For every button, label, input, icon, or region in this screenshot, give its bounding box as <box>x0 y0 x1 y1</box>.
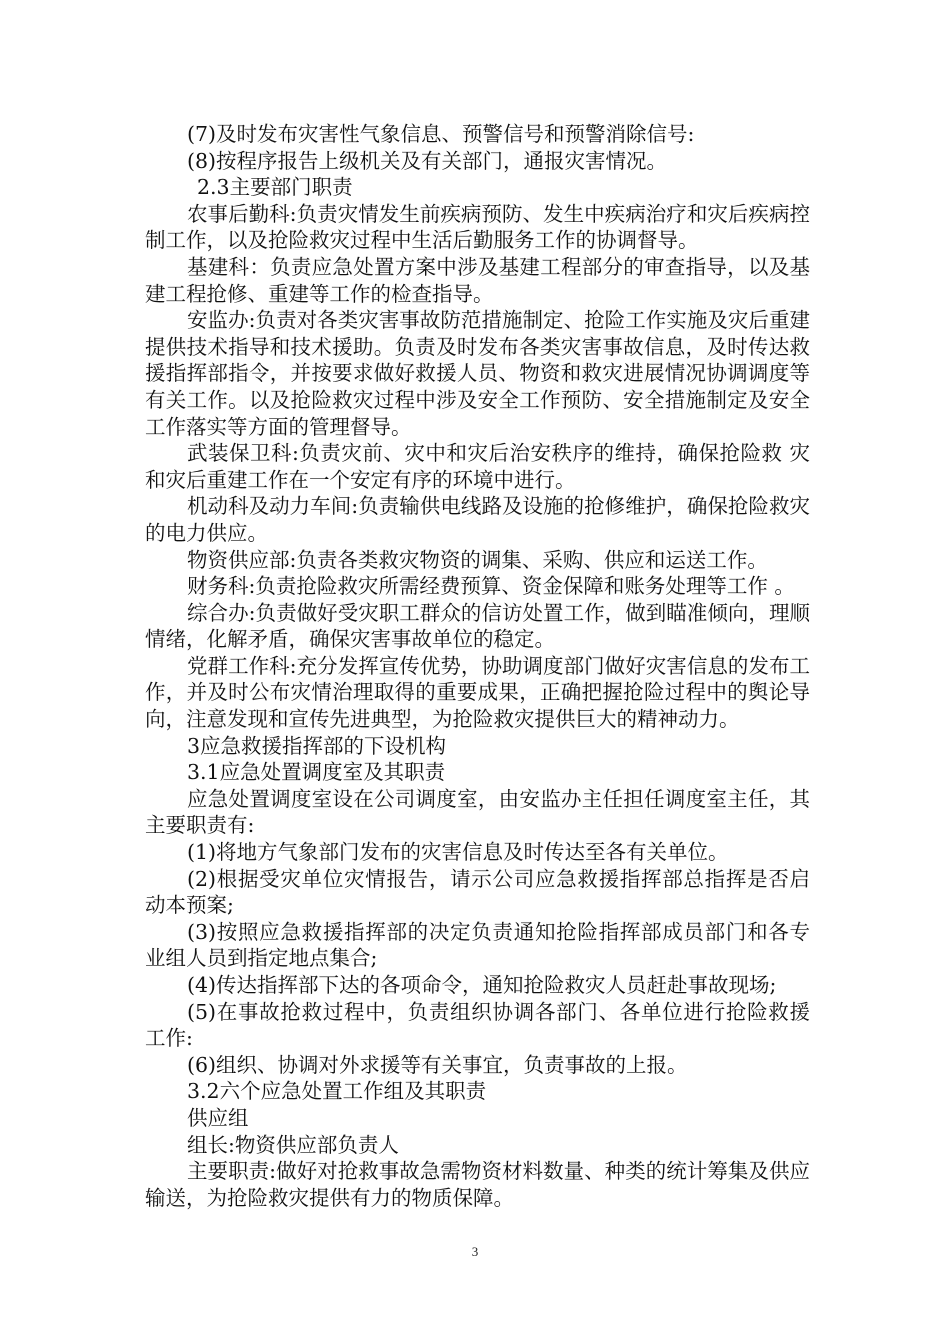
page-number: 3 <box>471 1244 479 1259</box>
section-3-1-heading: 3.1应急处置调度室及其职责 <box>187 760 446 785</box>
supply-dept-paragraph: 物资供应部:负责各类救灾物资的调集、采购、供应和运送工作。 <box>187 547 768 572</box>
document-body <box>145 121 810 1211</box>
security-dept-paragraph: 武装保卫科:负责灾前、灾中和灾后治安秩序的维持，确保抢险救 灾和灾后重建工作在一个安定有序的环境中进行。 <box>145 441 810 492</box>
logistics-dept-paragraph: 农事后勤科:负责灾情发生前疾病预防、发生中疾病治疗和灾后疾病控制工作，以及抢险救灾过程中生活后勤服务工作的协调督导。 <box>145 201 810 253</box>
section-3-2-heading: 3.2六个应急处置工作组及其职责 <box>187 1079 487 1104</box>
finance-dept-paragraph: 财务科:负责抢险救灾所需经费预算、资金保障和账务处理等工作 。 <box>187 574 795 599</box>
power-dept-paragraph: 机动科及动力车间:负责输供电线路及设施的抢修维护，确保抢险救灾的电力供应。 <box>145 494 810 545</box>
item-8-paragraph: (8)按程序报告上级机关及有关部门，通报灾害情况。 <box>187 148 668 173</box>
duty-5-paragraph: (5)在事故抢救过程中，负责组织协调各部门、各单位进行抢险救援工作: <box>145 999 810 1051</box>
item-7-paragraph: (7)及时发布灾害性气象信息、预警信号和预警消除信号: <box>187 122 695 146</box>
party-affairs-paragraph: 党群工作科:充分发挥宣传优势，协助调度部门做好灾害信息的发布工作，并及时公布灾情治理取得的重要成果，正确把握抢险过程中的舆论导向，注意发现和宣传先进典型，为抢险救灾提供巨大的精神动力。 <box>145 653 810 732</box>
duty-2-paragraph: (2)根据受灾单位灾情报告，请示公司应急救援指挥部总指挥是否启动本预案; <box>145 866 810 918</box>
safety-office-paragraph: 安监办:负责对各类灾害事故防范措施制定、抢险工作实施及灾后重建提供技术指导和技术援助。负责及时发布各类灾害事故信息，及时传达救援指挥部指令，并按要求做好救援人员、物资和救灾进展情况协调调度等有关工作。以及抢险救灾过程中涉及安全工作预防、安全措施制定及安全工作落实等方面的管理督导。 <box>145 308 810 439</box>
duty-6-paragraph: (6)组织、协调对外求援等有关事宜，负责事故的上报。 <box>187 1052 688 1077</box>
duty-1-paragraph: (1)将地方气象部门发布的灾害信息及时传达至各有关单位。 <box>187 840 729 865</box>
main-duties-paragraph: 主要职责:做好对抢救事故急需物资材料数量、种类的统计筹集及供应输送，为抢险救灾提供有力的物质保障。 <box>145 1159 810 1210</box>
duty-3-paragraph: (3)按照应急救援指挥部的决定负责通知抢险指挥部成员部门和各专业组人员到指定地点集合; <box>145 919 810 971</box>
dispatch-room-paragraph: 应急处置调度室设在公司调度室，由安监办主任担任调度室主任，其主要职责有: <box>145 786 810 838</box>
group-leader-paragraph: 组长:物资供应部负责人 <box>187 1132 399 1157</box>
section-2-3-heading: 2.3主要部门职责 <box>197 175 353 200</box>
construction-dept-paragraph: 基建科：负责应急处置方案中涉及基建工程部分的审查指导，以及基建工程抢修、重建等工作的检查指导。 <box>145 254 810 306</box>
supply-group-heading: 供应组 <box>187 1105 249 1130</box>
general-office-paragraph: 综合办:负责做好受灾职工群众的信访处置工作，做到瞄准倾向，理顺情绪，化解矛盾，确保灾害事故单位的稳定。 <box>145 600 810 652</box>
duty-4-paragraph: (4)传达指挥部下达的各项命令，通知抢险救灾人员赶赴事故现场; <box>187 973 777 997</box>
section-3-heading: 3应急救援指挥部的下设机构 <box>187 733 447 758</box>
